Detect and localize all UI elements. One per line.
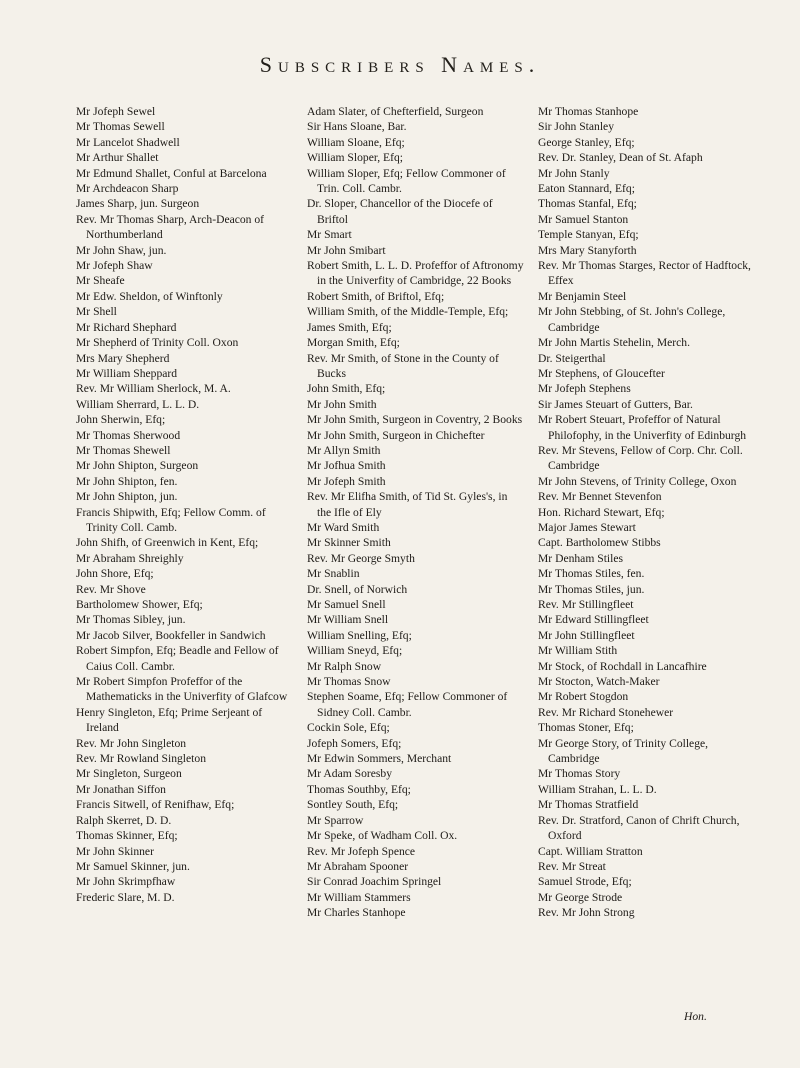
column-3 [538, 104, 755, 921]
subscriber-entry: Mr William Snell [307, 613, 389, 627]
subscriber-entry: Mr Stock, of Rochdall in Lancafhire [538, 659, 707, 673]
subscriber-entry: Mr John Martis Stehelin, Merch. [538, 336, 690, 350]
subscriber-entry: Mr Jofeph Smith [307, 474, 386, 488]
subscriber-entry: Mr Speke, of Wadham Coll. Ox. [307, 829, 458, 843]
subscriber-entry: Mr Jofeph Shaw [76, 259, 153, 273]
subscriber-entry: William Snelling, Efq; [307, 628, 412, 642]
subscriber-entry: Rev. Mr Richard Stonehewer [538, 705, 674, 719]
subscriber-entry: Mr William Stith [538, 644, 618, 658]
subscriber-entry: John Smith, Efq; [307, 382, 386, 396]
subscriber-entry: Mr Jofhua Smith [307, 459, 386, 473]
subscriber-entry: Mr Stocton, Watch-Maker [538, 675, 660, 689]
subscriber-entry: Robert Smith, L. L. D. Profeffor of Aftronomy in the Univerfity of Cambridge, 22 Books [307, 259, 524, 288]
subscriber-entry: Thomas Stanfal, Efq; [538, 197, 637, 211]
subscriber-entry: Adam Slater, of Chefterfield, Surgeon [307, 105, 484, 118]
subscriber-entry: Rev. Mr Jofeph Spence [307, 844, 416, 858]
subscriber-entry: Mr John Stevens, of Trinity College, Oxon [538, 474, 737, 488]
subscriber-entry: Sir John Stanley [538, 120, 615, 134]
subscriber-entry: William Sloane, Efq; [307, 135, 405, 149]
subscriber-entry: Rev. Mr Thomas Starges, Rector of Hadftock, Effex [538, 259, 751, 288]
subscriber-entry: Mr John Smith, Surgeon in Coventry, 2 Books [307, 413, 523, 427]
subscriber-entry: Rev. Mr Elifha Smith, of Tid St. Gyles's, in the Ifle of Ely [307, 490, 508, 519]
column-2 [307, 104, 524, 921]
subscriber-entry: Robert Smith, of Briftol, Efq; [307, 289, 445, 303]
subscriber-entry: Morgan Smith, Efq; [307, 336, 400, 350]
subscriber-entry: Ralph Skerret, D. D. [76, 813, 172, 827]
subscriber-entry: Samuel Strode, Efq; [538, 875, 632, 889]
subscriber-entry: Mr Singleton, Surgeon [76, 767, 182, 781]
catchword: Hon. [684, 1010, 707, 1023]
subscriber-entry: Rev. Mr John Singleton [76, 736, 187, 750]
subscriber-entry: Mr Ward Smith [307, 520, 380, 534]
subscriber-entry: Mr John Shaw, jun. [76, 243, 167, 257]
subscriber-entry: Mr Jofeph Stephens [538, 382, 631, 396]
subscriber-entry: Mr Edmund Shallet, Conful at Barcelona [76, 166, 267, 180]
subscriber-entry: Mr Archdeacon Sharp [76, 182, 179, 196]
subscriber-entry: James Smith, Efq; [307, 320, 392, 334]
subscriber-entry: Mr George Strode [538, 890, 623, 904]
subscriber-entry: Capt. William Stratton [538, 844, 643, 858]
subscriber-entry: Rev. Dr. Stanley, Dean of St. Afaph [538, 151, 703, 165]
subscriber-entry: Eaton Stannard, Efq; [538, 182, 635, 196]
subscriber-entry: Mr Sparrow [307, 813, 364, 827]
subscriber-entry: Dr. Snell, of Norwich [307, 582, 408, 596]
subscriber-entry: Capt. Bartholomew Stibbs [538, 536, 661, 550]
subscriber-entry: George Stanley, Efq; [538, 135, 635, 149]
subscriber-entry: Mr Arthur Shallet [76, 151, 159, 165]
subscriber-entry: Mr John Smith [307, 397, 377, 411]
subscriber-entry: Mr Robert Stogdon [538, 690, 629, 704]
subscriber-entry: Francis Shipwith, Efq; Fellow Comm. of Trinity Coll. Camb. [76, 505, 266, 534]
subscriber-entry: Mr John Shipton, jun. [76, 490, 178, 504]
page-title: Subscribers Names. [259, 52, 541, 77]
subscriber-entry: Mr Robert Steuart, Profeffor of Natural Philofophy, in the Univerfity of Edinburgh [538, 413, 747, 442]
subscriber-entry: Rev. Mr Rowland Singleton [76, 752, 206, 766]
subscriber-entry: Rev. Mr Stillingfleet [538, 598, 634, 611]
subscriber-entry: Rev. Mr George Smyth [307, 551, 415, 565]
subscriber-entry: Mr Stephens, of Gloucefter [538, 366, 665, 380]
subscriber-entry: Sir Conrad Joachim Springel [307, 875, 442, 889]
subscriber-entry: Mr Adam Soresby [307, 767, 393, 781]
subscriber-entry: Dr. Steigerthal [538, 351, 606, 365]
subscriber-entry: Mr William Stammers [307, 890, 411, 904]
subscriber-entry: Mr Sheafe [76, 274, 125, 288]
subscriber-entry: Mr Abraham Spooner [307, 859, 409, 873]
subscriber-entry: Bartholomew Shower, Efq; [76, 598, 203, 611]
subscriber-entry: Mrs Mary Shepherd [76, 351, 170, 365]
subscriber-entry: Rev. Mr Stevens, Fellow of Corp. Chr. Coll. Cambridge [538, 443, 743, 473]
subscriber-entry: Mr Thomas Story [538, 767, 621, 781]
subscriber-entry: Cockin Sole, Efq; [307, 721, 390, 735]
subscriber-entry: Rev. Mr Shove [76, 582, 146, 596]
subscriber-entry: Mr Thomas Sewell [76, 120, 165, 134]
subscriber-entry: Mrs Mary Stanyforth [538, 243, 637, 257]
subscriber-entry: Henry Singleton, Efq; Prime Serjeant of Ireland [76, 705, 263, 735]
subscriber-entry: Mr Thomas Stiles, fen. [538, 567, 645, 581]
subscriber-entry: Frederic Slare, M. D. [76, 890, 175, 904]
subscriber-entry: William Sloper, Efq; Fellow Commoner of Trin. Coll. Cambr. [307, 166, 506, 196]
subscriber-entry: Rev. Mr William Sherlock, M. A. [76, 382, 231, 396]
subscriber-entry: Hon. Richard Stewart, Efq; [538, 505, 665, 519]
subscriber-entry: Rev. Mr Thomas Sharp, Arch-Deacon of Northumberland [76, 212, 265, 242]
subscriber-entry: Mr Ralph Snow [307, 659, 382, 673]
subscriber-entry: Mr Samuel Snell [307, 598, 386, 611]
subscriber-entry: Mr John Shipton, Surgeon [76, 459, 199, 473]
subscriber-entry: William Sloper, Efq; [307, 151, 403, 165]
subscriber-entry: Mr Thomas Snow [307, 675, 391, 689]
subscriber-entry: Rev. Mr Smith, of Stone in the County of Bucks [307, 351, 499, 380]
subscriber-entry: Mr Denham Stiles [538, 551, 624, 565]
subscriber-entry: Mr Skinner Smith [307, 536, 391, 550]
subscriber-entry: Thomas Stoner, Efq; [538, 721, 634, 735]
subscriber-entry: Stephen Soame, Efq; Fellow Commoner of Sidney Coll. Cambr. [307, 690, 508, 719]
subscriber-entry: Mr Samuel Stanton [538, 212, 629, 226]
subscriber-entry: Mr John Smibart [307, 243, 386, 257]
subscriber-entry: Mr John Shipton, fen. [76, 474, 178, 488]
subscriber-entry: Mr John Smith, Surgeon in Chichefter [307, 428, 485, 442]
subscriber-entry: Sir Hans Sloane, Bar. [307, 120, 407, 134]
subscriber-entry: Francis Sitwell, of Renifhaw, Efq; [76, 798, 235, 812]
subscriber-entry: Rev. Mr Bennet Stevenfon [538, 490, 662, 504]
subscriber-entry: Mr William Sheppard [76, 366, 178, 380]
subscriber-columns [76, 104, 756, 921]
subscriber-entry: Rev. Dr. Stratford, Canon of Chrift Church, Oxford [538, 813, 740, 843]
subscriber-entry: William Sherrard, L. L. D. [76, 397, 200, 411]
subscriber-entry: Mr Shepherd of Trinity Coll. Oxon [76, 336, 239, 350]
subscriber-entry: Mr Edward Stillingfleet [538, 613, 649, 627]
subscriber-entry: Mr John Stebbing, of St. John's College, Cambridge [538, 305, 726, 334]
subscriber-entry: Mr John Stillingfleet [538, 628, 635, 642]
subscriber-entry: Thomas Skinner, Efq; [76, 829, 178, 843]
subscriber-entry: Sontley South, Efq; [307, 798, 399, 812]
subscriber-entry: Mr John Stanly [538, 166, 610, 180]
subscriber-entry: John Sherwin, Efq; [76, 413, 166, 427]
subscriber-entry: Mr Jacob Silver, Bookfeller in Sandwich [76, 628, 266, 642]
subscriber-entry: Mr Benjamin Steel [538, 289, 627, 303]
subscriber-entry: Thomas Southby, Efq; [307, 782, 411, 796]
subscriber-entry: Mr Abraham Shreighly [76, 551, 184, 565]
subscriber-entry: Mr Thomas Sherwood [76, 428, 181, 442]
subscriber-entry: Mr Jonathan Siffon [76, 782, 166, 796]
subscriber-entry: Mr Shell [76, 305, 117, 319]
subscriber-entry: John Shore, Efq; [76, 567, 154, 581]
subscriber-entry: James Sharp, jun. Surgeon [76, 197, 200, 211]
subscriber-entry: William Sneyd, Efq; [307, 644, 403, 658]
subscriber-entry: Mr Edwin Sommers, Merchant [307, 752, 452, 766]
subscriber-entry: Mr Jofeph Sewel [76, 105, 156, 118]
subscriber-entry: Temple Stanyan, Efq; [538, 228, 639, 242]
subscriber-entry: Mr Thomas Stiles, jun. [538, 582, 645, 596]
subscriber-entry: Mr Thomas Stratfield [538, 798, 639, 812]
subscriber-entry: Rev. Mr John Strong [538, 906, 635, 920]
subscriber-entry: Dr. Sloper, Chancellor of the Diocefe of Briftol [307, 197, 493, 226]
subscriber-entry: Mr Allyn Smith [307, 443, 381, 457]
subscriber-entry: John Shifh, of Greenwich in Kent, Efq; [76, 536, 259, 550]
subscriber-entry: Robert Simpfon, Efq; Beadle and Fellow of Caius Coll. Cambr. [76, 644, 279, 673]
subscriber-entry: Major James Stewart [538, 520, 636, 534]
column-1 [76, 104, 293, 921]
subscriber-entry: Jofeph Somers, Efq; [307, 736, 402, 750]
subscriber-entry: Mr Thomas Sibley, jun. [76, 613, 186, 627]
subscriber-entry: Mr Robert Simpfon Profeffor of the Mathematicks in the Univerfity of Glafcow [76, 675, 288, 704]
subscriber-entry: Mr Lancelot Shadwell [76, 135, 180, 149]
subscriber-entry: Mr Thomas Stanhope [538, 105, 639, 118]
subscriber-entry: Sir James Steuart of Gutters, Bar. [538, 397, 693, 411]
subscriber-entry: Mr Samuel Skinner, jun. [76, 859, 190, 873]
subscriber-entry: Mr Snablin [307, 567, 360, 581]
subscriber-entry: Mr John Skinner [76, 844, 154, 858]
subscriber-entry: Mr John Skrimpfhaw [76, 875, 176, 889]
subscriber-entry: William Smith, of the Middle-Temple, Efq; [307, 305, 509, 319]
subscriber-entry: Mr Smart [307, 228, 352, 242]
subscriber-entry: Rev. Mr Streat [538, 859, 606, 873]
subscriber-entry: Mr Edw. Sheldon, of Winftonly [76, 289, 223, 303]
subscriber-entry: Mr George Story, of Trinity College, Cambridge [538, 736, 709, 766]
subscriber-entry: Mr Thomas Shewell [76, 443, 171, 457]
subscriber-entry: William Strahan, L. L. D. [538, 782, 657, 796]
subscriber-entry: Mr Charles Stanhope [307, 906, 406, 920]
subscriber-entry: Mr Richard Shephard [76, 320, 177, 334]
